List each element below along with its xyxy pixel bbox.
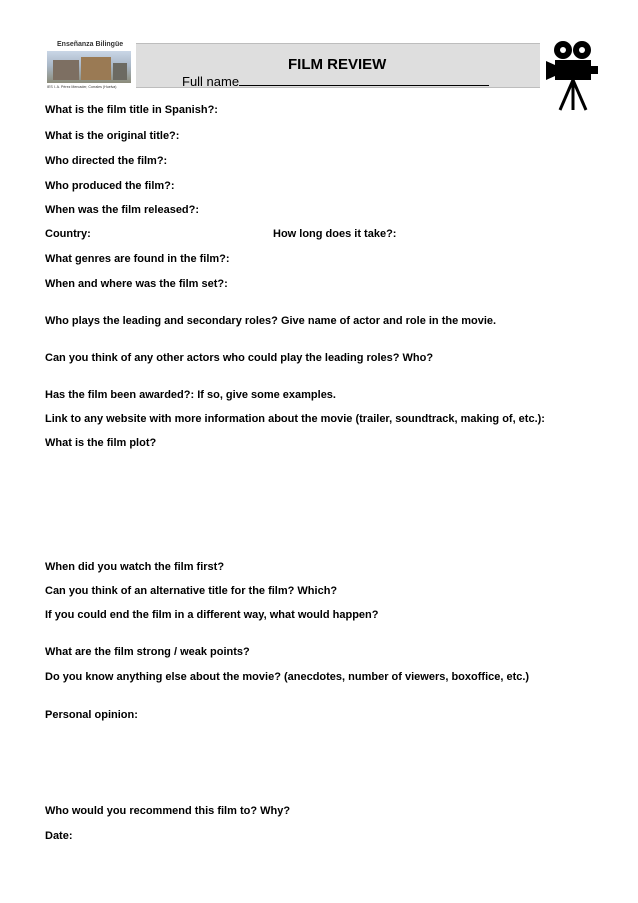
question-website-link: Link to any website with more information about the movie (trailer, soundtrack, making of, etc.):: [45, 413, 545, 425]
full-name-line[interactable]: [239, 73, 489, 86]
question-roles: Who plays the leading and secondary roles? Give name of actor and role in the movie.: [45, 315, 497, 327]
question-strong-weak-points: What are the film strong / weak points?: [45, 646, 250, 658]
question-recommend: Who would you recommend this film to? Why?: [45, 805, 291, 817]
question-original-title: What is the original title?:: [45, 130, 180, 142]
full-name-field[interactable]: [182, 73, 489, 89]
question-other-actors: Can you think of any other actors who could play the leading roles? Who?: [45, 352, 434, 364]
question-anything-else: Do you know anything else about the movie? (anecdotes, number of viewers, boxoffice, etc.): [45, 671, 530, 683]
question-film-set: When and where was the film set?:: [45, 278, 228, 290]
question-awarded: Has the film been awarded?: If so, give some examples.: [45, 389, 336, 401]
question-date: Date:: [45, 830, 73, 842]
question-director: Who directed the film?:: [45, 155, 168, 167]
logo-title: Enseñanza Bilingüe: [57, 41, 124, 48]
question-watched-first: When did you watch the film first?: [45, 561, 225, 573]
question-duration: How long does it take?:: [273, 228, 397, 240]
question-spanish-title: What is the film title in Spanish?:: [45, 104, 218, 116]
logo-caption: IES I. A. Pérez Mercader, Corrales (Huelva): [47, 85, 117, 89]
school-building-photo: [47, 51, 131, 83]
question-personal-opinion: Personal opinion:: [45, 709, 138, 721]
question-genres: What genres are found in the film?:: [45, 253, 230, 265]
question-alternative-title: Can you think of an alternative title for the film? Which?: [45, 585, 338, 597]
question-alternative-ending: If you could end the film in a different way, what would happen?: [45, 609, 379, 621]
question-country: Country:: [45, 228, 91, 240]
page-title: FILM REVIEW: [288, 56, 387, 73]
school-logo: [47, 41, 131, 93]
question-producer: Who produced the film?:: [45, 180, 175, 192]
full-name-label: Full name: [182, 74, 240, 89]
film-camera-icon: [543, 38, 605, 112]
question-released: When was the film released?:: [45, 204, 200, 216]
question-plot: What is the film plot?: [45, 437, 157, 449]
